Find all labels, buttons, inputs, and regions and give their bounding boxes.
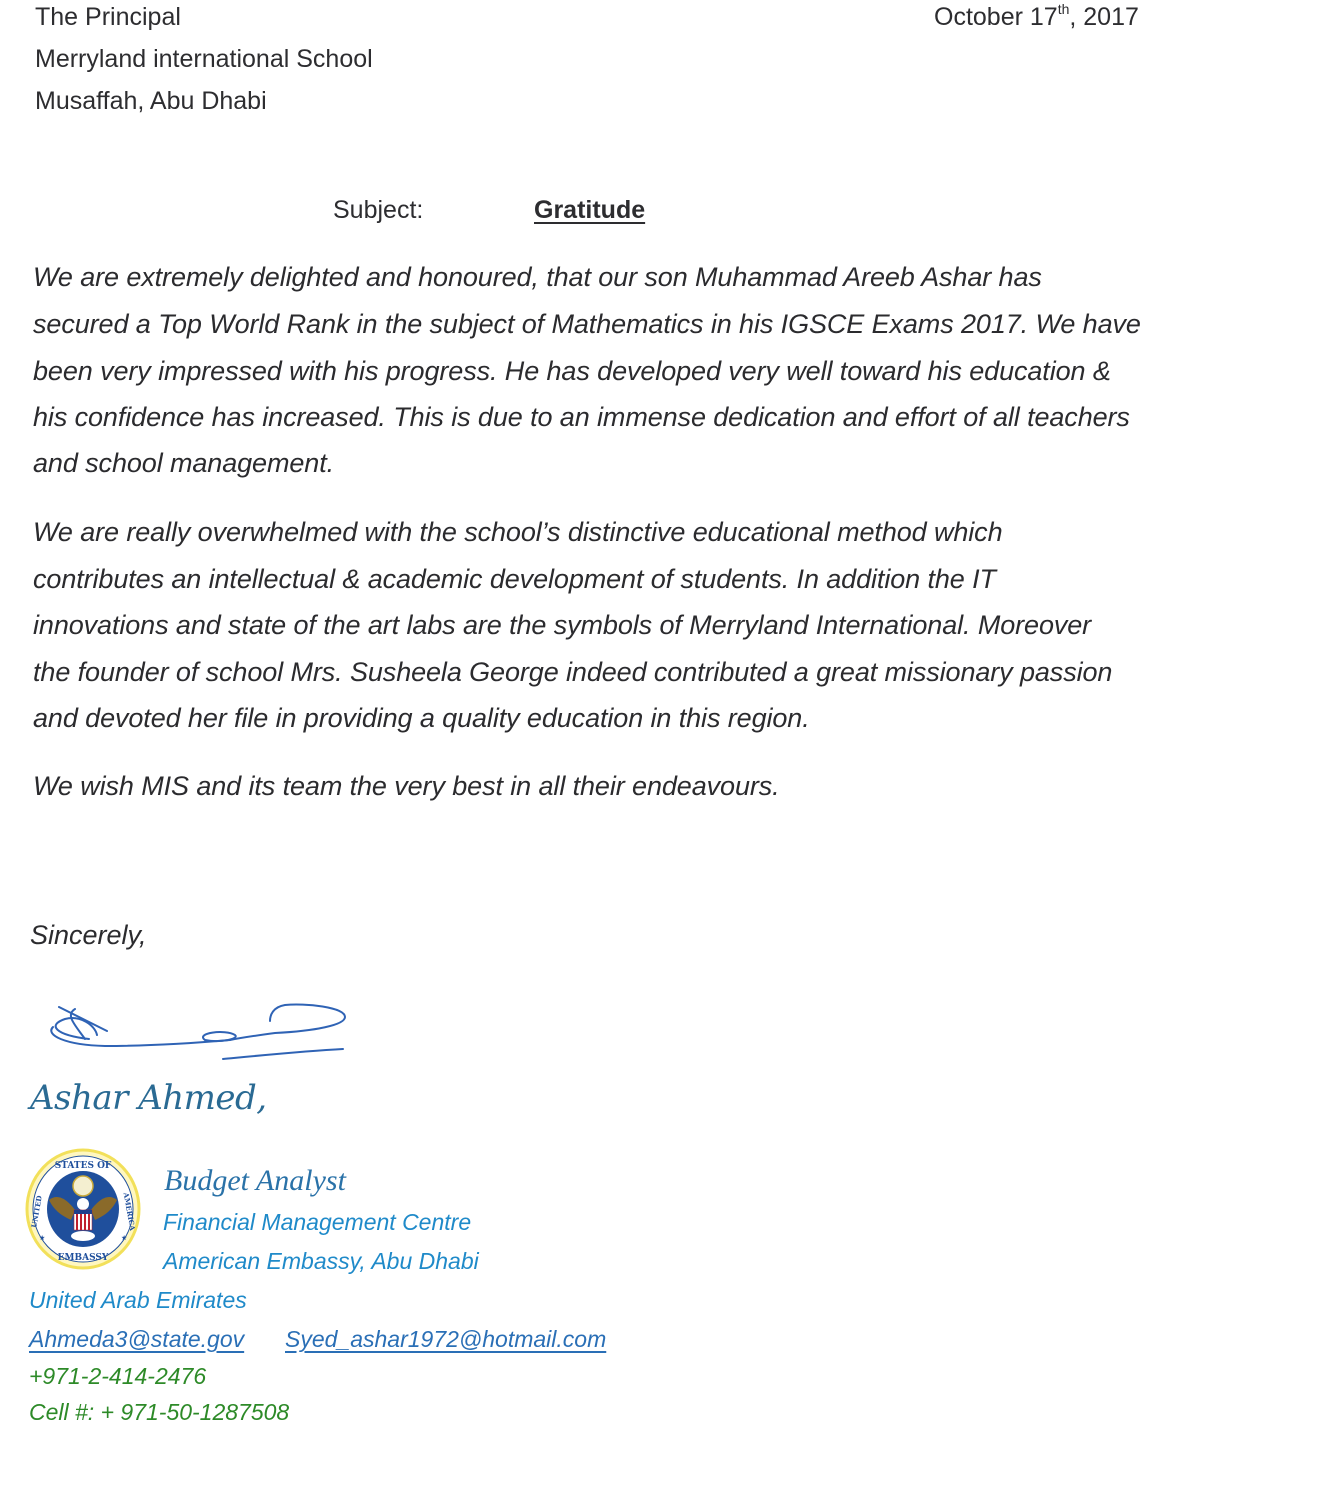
- cell-phone: Cell #: + 971-50-1287508: [29, 1399, 290, 1425]
- sender-title: Budget Analyst: [164, 1164, 346, 1197]
- svg-text:UNITED: UNITED: [29, 1194, 44, 1229]
- sender-organization: American Embassy, Abu Dhabi: [163, 1248, 479, 1274]
- svg-text:★: ★: [121, 1235, 128, 1242]
- body-line: and devoted her file in providing a quality education in this region.: [33, 703, 810, 733]
- sender-department: Financial Management Centre: [163, 1209, 472, 1235]
- body-line: his confidence has increased. This is due to an immense dedication and effort of all teachers: [33, 402, 1130, 432]
- svg-text:AMERICA: AMERICA: [121, 1191, 138, 1232]
- work-email-link[interactable]: Ahmeda3@state.gov: [29, 1326, 245, 1352]
- recipient-line-2: Merryland international School: [35, 45, 373, 73]
- closing-salutation: Sincerely,: [30, 920, 147, 950]
- recipient-line-1: The Principal: [35, 3, 181, 31]
- recipient-line-3: Musaffah, Abu Dhabi: [35, 87, 267, 115]
- subject-label: Subject:: [333, 196, 424, 224]
- svg-text:STATES OF: STATES OF: [54, 1161, 112, 1171]
- svg-text:EMBASSY: EMBASSY: [57, 1253, 109, 1263]
- date-day: October 17: [934, 3, 1058, 31]
- body-line: We are extremely delighted and honoured, that our son Muhammad Areeb Ashar has: [33, 262, 1042, 292]
- date-ordinal: th: [1057, 1, 1070, 17]
- personal-email-link[interactable]: Syed_ashar1972@hotmail.com: [285, 1326, 607, 1352]
- body-line: secured a Top World Rank in the subject of Mathematics in his IGSCE Exams 2017. We have: [33, 309, 1141, 339]
- body-line: the founder of school Mrs. Susheela George indeed contributed a great missionary passion: [33, 657, 1113, 687]
- us-embassy-seal-icon: [25, 1148, 141, 1270]
- office-phone: +971-2-414-2476: [29, 1363, 207, 1389]
- date-year: , 2017: [1069, 3, 1139, 31]
- body-line: innovations and state of the art labs are the symbols of Merryland International. Moreover: [33, 610, 1092, 640]
- signer-name: Ashar Ahmed,: [30, 1078, 267, 1118]
- body-line: We are really overwhelmed with the school’s distinctive educational method which: [33, 517, 1003, 547]
- signature-icon: [45, 995, 355, 1065]
- body-line: contributes an intellectual & academic development of students. In addition the IT: [33, 564, 996, 594]
- body-line: and school management.: [33, 448, 334, 478]
- svg-text:★: ★: [39, 1235, 46, 1242]
- body-line: been very impressed with his progress. He has developed very well toward his education &: [33, 356, 1111, 386]
- subject-value: Gratitude: [534, 196, 646, 224]
- paragraph-3: We wish MIS and its team the very best in all their endeavours.: [33, 771, 780, 801]
- sender-country: United Arab Emirates: [29, 1287, 247, 1313]
- letter-date: [934, 3, 1139, 32]
